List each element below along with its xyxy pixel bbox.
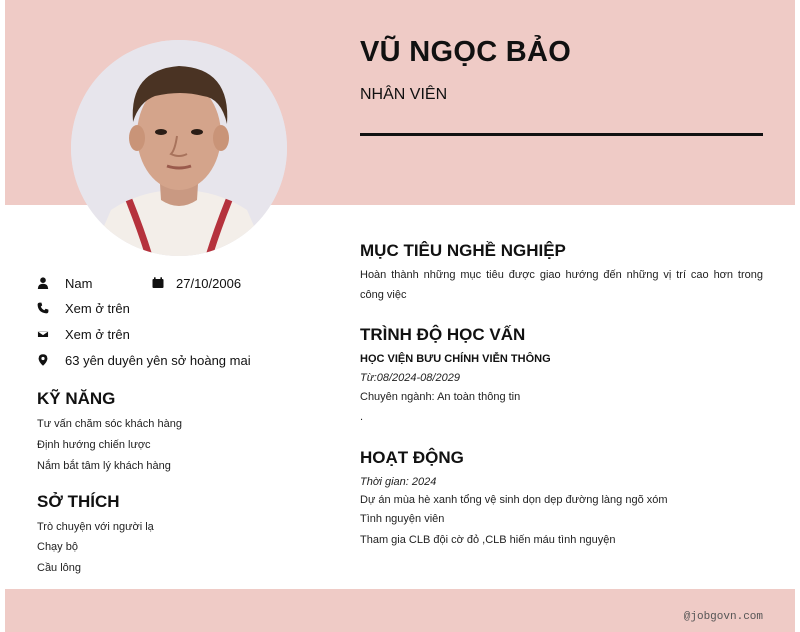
header-divider: [360, 133, 763, 136]
objective-text: Hoàn thành những mục tiêu được giao hướng đến những vị trí cao hơn trong công việc: [360, 269, 763, 301]
gender-value: Nam: [65, 275, 93, 291]
activity-item: Tình nguyện viên: [360, 513, 445, 525]
skills-heading: KỸ NĂNG: [37, 389, 116, 408]
profile-photo: [71, 40, 287, 256]
hobby-item: Chạy bộ: [37, 541, 78, 553]
skill-item: Nắm bắt tâm lý khách hàng: [37, 460, 171, 472]
address-row: [35, 352, 251, 368]
address-value: 63 yên duyên yên sở hoàng mai: [65, 352, 251, 368]
gender-row: [35, 275, 92, 291]
activity-item: Dự án mùa hè xanh tổng vệ sinh dọn dẹp đường làng ngõ xóm: [360, 494, 668, 506]
birthday-row: [150, 275, 241, 291]
email-row: [35, 326, 130, 342]
education-heading: TRÌNH ĐỘ HỌC VẤN: [360, 325, 526, 344]
activities-heading: HOẠT ĐỘNG: [360, 448, 464, 467]
activity-item: Tham gia CLB đội cờ đỏ ,CLB hiến máu tình nguyện: [360, 534, 616, 546]
location-pin-icon: [35, 352, 51, 368]
phone-row: [35, 300, 130, 316]
skill-item: Định hướng chiến lược: [37, 439, 151, 451]
activity-time: Thời gian: 2024: [360, 476, 437, 488]
education-major: Chuyên ngành: An toàn thông tin: [360, 391, 521, 403]
objective-heading: MỤC TIÊU NGHỀ NGHIỆP: [360, 241, 566, 260]
education-note: .: [360, 411, 364, 423]
hobby-item: Cầu lông: [37, 562, 82, 574]
education-period: Từ:08/2024-08/2029: [360, 372, 460, 384]
email-value: Xem ở trên: [65, 326, 130, 342]
hobbies-heading: SỞ THÍCH: [37, 492, 120, 511]
birthday-value: 27/10/2006: [176, 275, 242, 291]
job-title: NHÂN VIÊN: [360, 86, 448, 103]
calendar-icon: [150, 275, 166, 291]
footer-band: [5, 589, 795, 632]
mail-icon: [35, 326, 51, 342]
phone-icon: [35, 300, 51, 316]
candidate-name: VŨ NGỌC BẢO: [360, 36, 572, 68]
cv-page: [5, 0, 795, 632]
person-icon: [35, 275, 51, 291]
hobby-item: Trò chuyện với người lạ: [37, 521, 154, 533]
skill-item: Tư vấn chăm sóc khách hàng: [37, 418, 182, 430]
phone-value: Xem ở trên: [65, 300, 130, 316]
school-name: HỌC VIỆN BƯU CHÍNH VIỄN THÔNG: [360, 353, 551, 365]
watermark-text: @jobgovn.com: [683, 611, 763, 623]
